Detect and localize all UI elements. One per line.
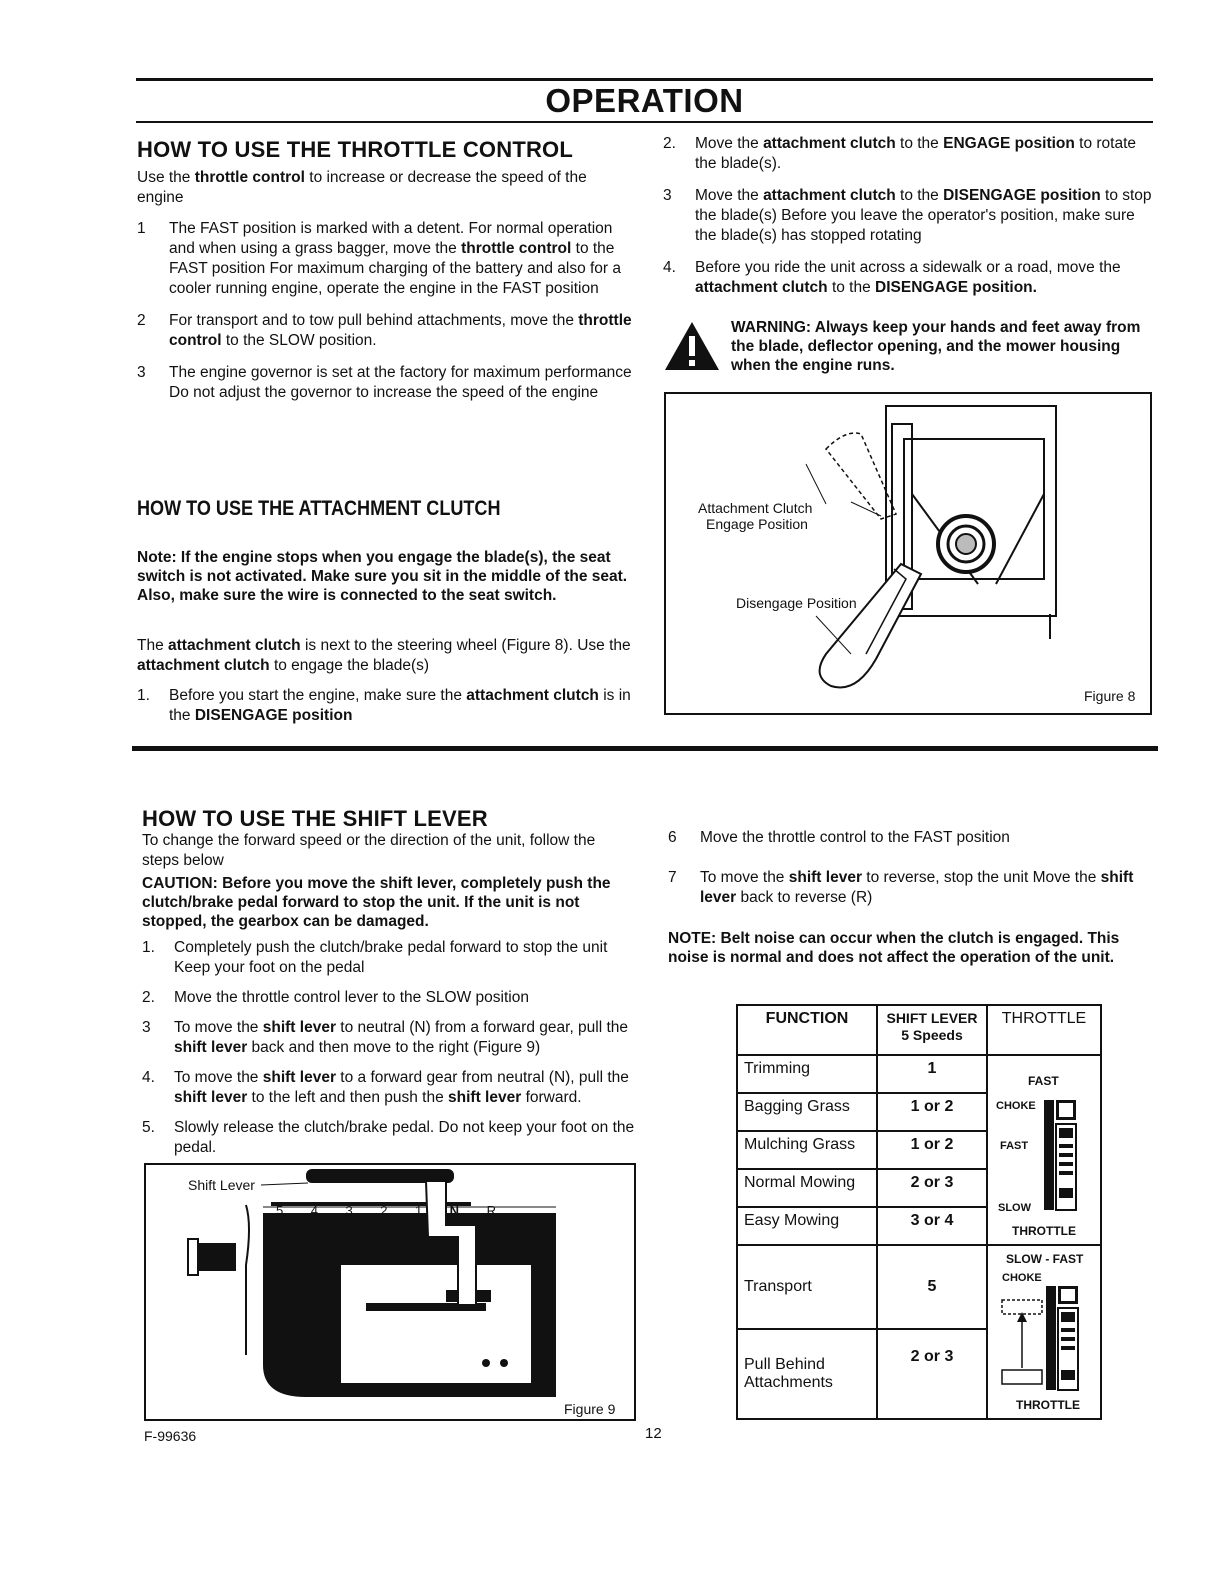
- label-disengage-position: Disengage Position: [736, 595, 857, 611]
- header-function: FUNCTION: [737, 1005, 877, 1055]
- figure-8-illustration: [666, 394, 1150, 713]
- shift-list-left: [142, 938, 636, 1158]
- list-item: 2. Move the throttle control lever to the SLOW position: [142, 989, 529, 1006]
- throttle-range-cell: [987, 1245, 1101, 1419]
- cell-function: Mulching Grass: [737, 1131, 877, 1169]
- throttle-range-choke: CHOKE: [1002, 1272, 1042, 1284]
- clutch-note: Note: If the engine stops when you engage the blade(s), the seat switch is not activated. Make sure you sit in the middle of the seat. Also, make sure the wire is connected to the seat switch.: [137, 549, 628, 604]
- gear-label: R: [486, 1203, 496, 1218]
- function-table: [736, 1004, 1102, 1420]
- figure-9-caption: Figure 9: [564, 1401, 616, 1417]
- list-item: 1. Completely push the clutch/brake pedal forward to stop the unit Keep your foot on the pedal: [142, 939, 608, 976]
- list-item: 2. Move the attachment clutch to the ENGAGE position to rotate the blade(s).: [663, 135, 1137, 172]
- shift-intro: To change the forward speed or the direction of the unit, follow the steps below: [142, 832, 596, 869]
- list-item: 4. Before you ride the unit across a sidewalk or a road, move the attachment clutch to the DISENGAGE position.: [663, 259, 1121, 296]
- gear-label: 1: [414, 1203, 423, 1218]
- cell-speed: 1: [877, 1055, 987, 1093]
- cell-speed: 1 or 2: [877, 1093, 987, 1131]
- footer-code: F-99636: [144, 1428, 197, 1444]
- shift-list-right: [668, 828, 1158, 908]
- list-item: 3 Move the attachment clutch to the DISENGAGE position to stop the blade(s) Before you leave the operator's position, make sure the blade(s) has stopped rotating: [663, 187, 1152, 244]
- list-item: 5. Slowly release the clutch/brake pedal. Do not keep your foot on the pedal.: [142, 1119, 635, 1156]
- throttle-fast-cell: [987, 1055, 1101, 1245]
- list-item: 6 Move the throttle control to the FAST position: [668, 829, 1010, 846]
- cell-function: Easy Mowing: [737, 1207, 877, 1245]
- label-attachment-clutch: Attachment Clutch: [698, 500, 813, 516]
- gear-label: N: [449, 1203, 460, 1218]
- cell-function: Pull Behind Attachments: [737, 1329, 877, 1419]
- clutch-heading: HOW TO USE THE ATTACHMENT CLUTCH: [137, 497, 501, 520]
- page-title: OPERATION: [545, 82, 744, 119]
- throttle-caption: THROTTLE: [1012, 1224, 1076, 1238]
- list-item: 7 To move the shift lever to reverse, stop the unit Move the shift lever back to reverse (R): [668, 869, 1134, 906]
- figure-9: [144, 1163, 636, 1421]
- header-shift-lever-line2: 5 Speeds: [901, 1027, 963, 1043]
- header-shift-lever: [877, 1005, 987, 1055]
- throttle-heading: HOW TO USE THE THROTTLE CONTROL: [137, 137, 573, 162]
- section-divider: [132, 746, 1158, 751]
- table-row: [737, 1245, 1101, 1329]
- shift-heading: HOW TO USE THE SHIFT LEVER: [142, 806, 488, 831]
- warning-icon: [663, 320, 721, 372]
- cell-speed: 3 or 4: [877, 1207, 987, 1245]
- figure-8-caption: Figure 8: [1084, 688, 1136, 704]
- gear-label: 4: [310, 1203, 318, 1218]
- cell-function: Normal Mowing: [737, 1169, 877, 1207]
- throttle-slow-label: SLOW: [998, 1202, 1031, 1214]
- cell-speed: 1 or 2: [877, 1131, 987, 1169]
- clutch-list-right: [663, 134, 1153, 298]
- title-rule: [136, 121, 1153, 123]
- list-item: 4. To move the shift lever to a forward gear from neutral (N), pull the shift lever to the left and then push the shift lever forward.: [142, 1069, 629, 1106]
- belt-noise-note: NOTE: Belt noise can occur when the clutch is engaged. This noise is normal and does not affect the operation of the unit.: [668, 930, 1120, 966]
- throttle-fast-label: FAST: [1000, 1140, 1029, 1152]
- warning-text: WARNING: Always keep your hands and feet away from the blade, deflector opening, and the mower housing when the engine runs.: [731, 319, 1141, 374]
- clutch-para: The attachment clutch is next to the steering wheel (Figure 8). Use the attachment clutch to engage the blade(s): [137, 637, 631, 674]
- gear-label: 3: [345, 1203, 353, 1218]
- header-shift-lever-line1: SHIFT LEVER: [886, 1010, 978, 1026]
- throttle-intro: Use the throttle control to increase or decrease the speed of the engine: [137, 169, 587, 206]
- cell-function: Bagging Grass: [737, 1093, 877, 1131]
- throttle-range-top: SLOW - FAST: [1006, 1252, 1084, 1266]
- cell-function: Trimming: [737, 1055, 877, 1093]
- label-engage-position: Engage Position: [706, 516, 808, 532]
- cell-speed: 5: [877, 1245, 987, 1329]
- list-item: 3 To move the shift lever to neutral (N) from a forward gear, pull the shift lever back and then move to the right (Figure 9): [142, 1019, 629, 1056]
- gear-label: 5: [276, 1203, 284, 1218]
- throttle-list: [137, 219, 632, 403]
- table-row: [737, 1055, 1101, 1093]
- list-item: 1 The FAST position is marked with a detent. For normal operation and when using a grass bagger, move the throttle control to the FAST position For maximum charging of the battery and also for a cooler running engine, operate the engine in the FAST position: [137, 220, 622, 297]
- throttle-range-icon: [998, 1286, 1090, 1396]
- gear-labels: [276, 1203, 496, 1218]
- list-item: 2 For transport and to tow pull behind attachments, move the throttle control to the SLOW position.: [137, 312, 632, 349]
- gear-label: 2: [380, 1203, 388, 1218]
- cell-speed: 2 or 3: [877, 1329, 987, 1419]
- clutch-list-left: [137, 686, 634, 726]
- top-rule: [136, 78, 1153, 81]
- shift-caution: CAUTION: Before you move the shift lever, completely push the clutch/brake pedal forward to stop the unit. If the unit is not stopped, the gearbox can be damaged.: [142, 875, 611, 930]
- cell-function: Transport: [737, 1245, 877, 1329]
- throttle-fast-top: FAST: [1028, 1074, 1059, 1088]
- throttle-range-caption: THROTTLE: [1016, 1398, 1080, 1412]
- figure-8: [664, 392, 1152, 715]
- throttle-choke-label: CHOKE: [996, 1100, 1036, 1112]
- cell-speed: 2 or 3: [877, 1169, 987, 1207]
- list-item: 3 The engine governor is set at the factory for maximum performance Do not adjust the governor to increase the speed of the engine: [137, 364, 632, 401]
- list-item: 1. Before you start the engine, make sure the attachment clutch is in the DISENGAGE position: [137, 687, 631, 724]
- header-throttle: THROTTLE: [987, 1005, 1101, 1055]
- label-shift-lever: Shift Lever: [188, 1177, 255, 1193]
- throttle-gauge-icon: [1040, 1098, 1084, 1213]
- page-number: 12: [645, 1425, 662, 1442]
- table-header-row: [737, 1005, 1101, 1055]
